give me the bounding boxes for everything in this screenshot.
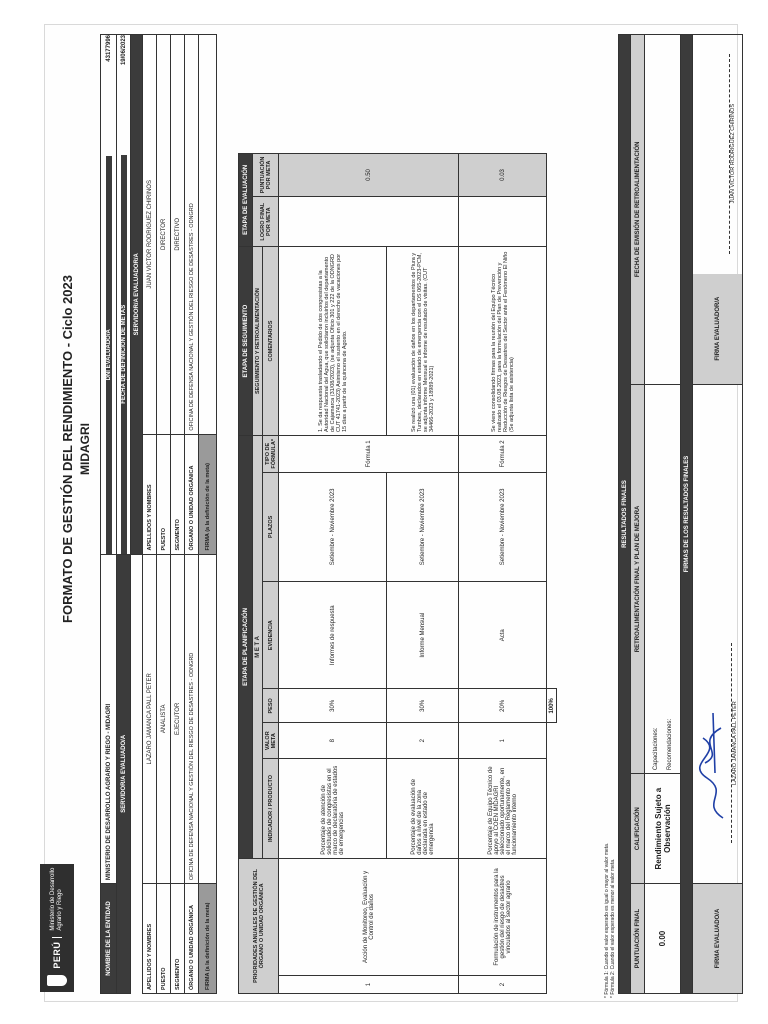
col-formula: TIPO DE FÓRMULA* (263, 436, 279, 473)
evaluador-unit-label: ÓRGANO O UNIDAD ORGÁNICA (185, 434, 199, 554)
row-target: 2 (387, 723, 459, 759)
coat-of-arms-icon (47, 975, 67, 986)
signature-scribble (695, 703, 731, 823)
row-indicator: Porcentaje de Equipo Técnico de apoyo al COEN MIDAGRI seleccionado oportunamente, en el marco del Reglamento de funcionamiento interno (459, 759, 547, 859)
row-achievement (279, 197, 459, 247)
evaluador-unit: OFICINA DE DEFENSA NACIONAL Y GESTIÓN DEL RIESGO DE DESASTRES - ODNGRD (185, 35, 199, 435)
date-label: FECHA DE DEFINICIÓN DE METAS (121, 155, 127, 554)
evaluado-post-label: PUESTO (157, 884, 171, 994)
page-title: FORMATO DE GESTIÓN DEL RENDIMIENTO - Ciclo 2023 (60, 275, 75, 623)
row-dates: Setiembre - Noviembre 2023 (279, 472, 387, 581)
entity-value: MINISTERIO DE DESARROLLO AGRARIO Y RIEGO - MIDAGRI (101, 554, 117, 884)
evaluador-name: JUAN VICTOR RODRIGUEZ CHIRINOS (143, 35, 157, 435)
evaluado-section: SERVIDOR/A EVALUADO/A (117, 554, 131, 993)
evaluado-segment: EJECUTOR (171, 554, 185, 884)
row-indicator: Porcentaje de evaluación de daños a nivel de la zona declarada en estado de emergencia (387, 759, 459, 859)
entity-table (100, 34, 217, 994)
stage-evaluation: ETAPA DE EVALUACIÓN (239, 153, 253, 246)
final-rating-value: Rendimiento Sujeto a Observación (645, 774, 681, 884)
evaluador-sign (199, 35, 217, 435)
evaluado-post: ANALISTA (157, 554, 171, 884)
row-comments: Se viene consolidando firmas para la reunión del Equipo Técnico realizado el 03.08.2023, para la formulación del Plan de Prevención y Reducción de Riesgos de Desastres del Sector ante el Fenómeno El Niño (Se adjunta lista de asistencia) (459, 247, 547, 436)
row-priority: Acción de Monitoreo, Evaluación y Control de daños (279, 858, 459, 975)
evaluado-sign (199, 554, 217, 884)
note-2: * Fórmula 2: Cuando el valor esperado es menor al valor meta. (610, 858, 616, 998)
row-dates: Setiembre - Noviembre 2023 (387, 472, 459, 581)
evaluado-sign-label: FIRMA (a la definición de la meta) (199, 884, 217, 994)
row-evidence: Acta (459, 582, 547, 689)
col-evidence: EVIDENCIA (263, 582, 279, 689)
sig-evaluado-label: FIRMA EVALUADO/A (693, 884, 743, 994)
sig-evaluador-label: FIRMA EVALUADOR/A (693, 274, 742, 384)
final-score-label: PUNTUACIÓN FINAL (631, 884, 645, 994)
sig-evaluado-box (693, 384, 743, 883)
row-priority: Formulación de instrumentos para la gestión del riesgo de desastres vinculados al sector agrario (459, 858, 547, 975)
row-indicator: Porcentaje de atención de solicitudes de congresistas en el marco de declaratoria de estados de emergencias (279, 759, 387, 859)
note-1: * Fórmula 1: Cuando el valor esperado es igual o mayor al valor meta. (604, 842, 610, 998)
row-dates: Setiembre - Noviembre 2023 (459, 472, 547, 581)
stage-tracking: ETAPA DE SEGUIMIENTO (239, 247, 253, 436)
page-subtitle: MIDAGRI (78, 423, 92, 475)
row-target: 8 (279, 723, 387, 759)
table-row (459, 34, 547, 994)
dni-label: DNI EVALUADO/A (106, 155, 112, 554)
row-evidence: Informes de respuesta (279, 582, 387, 689)
total-weight: 100% (547, 689, 557, 723)
final-section: RESULTADOS FINALES (619, 35, 631, 994)
row-weight: 20% (459, 689, 547, 723)
sig-evaluado-name: LAZARO JAMANCA PALL PETER (731, 643, 738, 843)
gov-logo-bar (40, 864, 74, 992)
final-rating-label: CALIFICACIÓN (631, 774, 645, 884)
ministry-label: Ministerio de Desarrollo Agrario y Riego (50, 867, 63, 931)
col-achievement: LOGRO FINAL POR META (253, 197, 279, 247)
meta-header: M E T A (253, 436, 263, 859)
final-results-table (618, 34, 743, 994)
evaluador-name-label: APELLIDOS Y NOMBRES (143, 434, 157, 554)
entity-side (101, 35, 117, 555)
evaluador-segment-label: SEGMENTO (171, 434, 185, 554)
row-target: 1 (459, 723, 547, 759)
col-score: PUNTUACIÓN POR META (253, 153, 279, 197)
evaluado-segment-label: SEGMENTO (171, 884, 185, 994)
goals-table (238, 34, 557, 994)
final-feedback (645, 384, 681, 774)
final-date-label: FECHA DE EMISIÓN DE RETROALIMENTACIÓN (631, 35, 645, 385)
entity-label: NOMBRE DE LA ENTIDAD (101, 884, 117, 994)
row-formula: Fórmula 1 (279, 436, 459, 473)
row-score: 0.03 (459, 153, 547, 197)
sig-evaluador-name: JUAN VICTOR RODRIGUEZ CHIRINOS (729, 54, 736, 254)
table-row (279, 34, 387, 994)
evaluador-post: DIRECTOR (157, 35, 171, 435)
final-date (645, 35, 681, 385)
capacitaciones-label: Capacitaciones: (652, 727, 659, 771)
col-target: VALOR META (263, 723, 279, 759)
evaluado-unit-label: ÓRGANO O UNIDAD ORGÁNICA (185, 884, 199, 994)
row-evidence: Informe Mensual (387, 582, 459, 689)
row-comments: 1. Se da respuesta trasladando el Pedido de dos congresistas a la Autoridad Nacional del Agua, que solicitaron incluirlos del departamento de Cajamarca (31/08/2023), (se adjunta Oficio 301 y 222 de la ODNGRD CUT 41741-2023) Asimismo el sustento en el derecho de vacaciones por 15 días a partir de la quincena de Agosto. (279, 247, 387, 436)
final-feedback-label: RETROALIMENTACIÓN FINAL Y PLAN DE MEJORA (631, 384, 645, 774)
evaluado-name: LAZARO JAMANCA PALL PETER (143, 554, 157, 884)
stage-planning: ETAPA DE PLANIFICACIÓN (239, 436, 253, 859)
row-achievement (459, 197, 547, 247)
row-weight: 30% (387, 689, 459, 723)
col-weight: PESO (263, 689, 279, 723)
tracking-sub: SEGUIMIENTO Y RETROALIMENTACIÓN (253, 247, 263, 436)
final-score-value: 0.00 (645, 884, 681, 994)
col-dates: PLAZOS (263, 472, 279, 581)
country-label: PERÚ (52, 937, 62, 969)
date-value: 19/06/2023 (120, 35, 127, 66)
evaluador-segment: DIRECTIVO (171, 35, 185, 435)
evaluador-sign-label: FIRMA (a la definición de la meta) (199, 434, 217, 554)
evaluador-post-label: PUESTO (157, 434, 171, 554)
formula-notes (604, 698, 616, 998)
col-priorities: PRIORIDADES ANUALES DE GESTIÓN DEL ÓRGANO O UNIDAD ORGÁNICA (239, 858, 279, 993)
recomendaciones-label: Recomendaciones: (666, 718, 673, 771)
dni-value: 43177996 (105, 35, 112, 62)
col-comments: COMENTARIOS (263, 247, 279, 436)
row-number: 1 (279, 976, 459, 994)
evaluador-section: SERVIDOR/A EVALUADOR/A (131, 35, 143, 555)
sig-evaluador-box (693, 35, 743, 385)
evaluado-unit: OFICINA DE DEFENSA NACIONAL Y GESTIÓN DEL RIESGO DE DESASTRES - ODNGRD (185, 554, 199, 884)
row-comments: Se realizó una (01) evaluación de daños en los departamentos de Piura y Tumbes, declarados en estado de emergencia con el DS 065-2023-PCM, se adjunta informe Mensual e informe de resultado de visitas. (CUT 34466-2023 y 18989-2021) (387, 247, 459, 436)
row-formula: Fórmula 2 (459, 436, 547, 473)
row-score: 0.50 (279, 153, 459, 197)
signatures-section: FIRMAS DE LOS RESULTADOS FINALES (681, 35, 693, 994)
col-indicator: INDICADOR / PRODUCTO (263, 759, 279, 859)
row-weight: 30% (279, 689, 387, 723)
row-number: 2 (459, 976, 547, 994)
evaluado-name-label: APELLIDOS Y NOMBRES (143, 884, 157, 994)
